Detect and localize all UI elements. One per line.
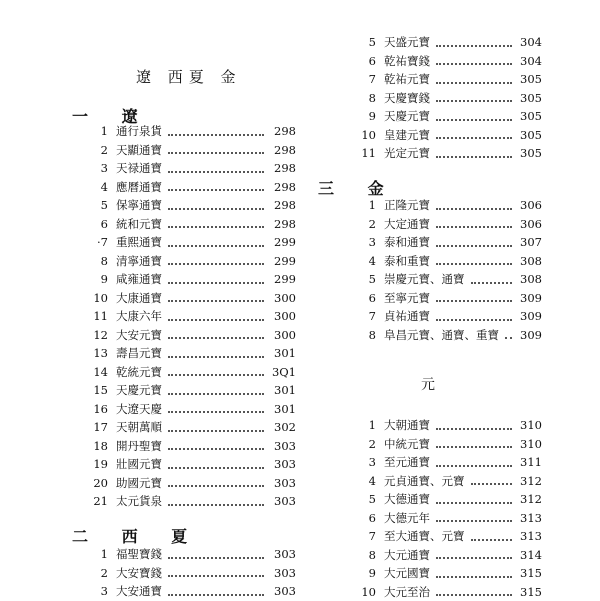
dot-leader [168,410,264,413]
entry-number: 4 [368,473,376,488]
entry-number: 9 [368,566,376,580]
entry-title: 天慶元寶 [384,109,430,123]
entry-title: 天慶寶錢 [384,90,430,105]
section-heading-liao: 一 遼 [72,107,152,126]
entry-page-number: 309 [520,290,542,305]
entry-title: 清寧通寶 [116,253,162,268]
entry-title: 大元至治 [384,584,430,599]
dot-leader [168,262,264,265]
toc-entry [70,437,296,455]
entry-page-number: 315 [520,584,542,599]
entry-title: 應曆通寶 [116,179,162,194]
entry-page-number: 299 [274,272,296,286]
entry-title: 太元貨泉 [116,494,162,508]
dot-leader [436,44,512,47]
toc-entry [338,326,542,344]
toc-entry [338,233,542,251]
entry-page-number: 303 [274,438,296,453]
entry-number: 5 [368,492,376,506]
toc-entry [70,178,296,196]
entry-page-number: 305 [520,146,542,160]
dot-leader [436,81,512,84]
dot-leader [436,575,512,578]
entry-title: 泰和重寶 [384,253,430,268]
entry-number: 4 [100,179,108,194]
entry-title: 福聖寶錢 [116,547,162,561]
toc-entry [70,122,296,140]
entry-number: 2 [368,436,376,451]
entry-title: 天禄通寶 [116,161,162,175]
toc-entry [338,435,542,453]
entry-page-number: 302 [274,420,296,434]
toc-entry [338,527,542,545]
toc-entry [338,196,542,214]
entry-number: 11 [361,146,376,160]
entry-page-number: 310 [520,418,542,432]
toc-entry [338,509,542,527]
entry-title: 大定通寶 [384,216,430,231]
entry-page-number: 301 [274,346,296,360]
toc-entry [338,252,542,270]
dot-leader [168,503,264,506]
entry-title: 天慶元寶 [116,383,162,397]
entry-title: 至元通寶 [384,455,430,469]
dot-leader [168,225,264,228]
entry-page-number: 315 [520,566,542,580]
entry-title: 貞祐通寶 [384,309,430,323]
toc-entry [70,289,296,307]
section-heading-jin: 三 金 [318,179,398,198]
entry-page-number: 301 [274,401,296,416]
entry-number: 11 [93,309,108,323]
dot-leader [168,151,264,154]
toc-entry [70,252,296,270]
dot-leader [168,574,264,577]
entry-number: 6 [368,510,376,525]
entry-page-number: 301 [274,383,296,397]
page-title: 遼 西夏 金 [136,68,242,86]
entry-title: 統和元寶 [116,216,162,231]
entry-title: 咸雍通寶 [116,272,162,286]
entry-number: 6 [368,290,376,305]
toc-entry [70,582,296,600]
entry-number: 8 [368,327,376,342]
entry-page-number: 310 [520,436,542,451]
entry-number: 1 [100,124,108,138]
dot-leader [168,429,264,432]
entry-title: 至大通寶、元寶 [384,529,465,543]
entry-page-number: 298 [274,124,296,138]
dot-leader [436,262,512,265]
entry-number: 5 [100,198,108,212]
entry-page-number: 306 [520,198,542,212]
dot-leader [436,299,512,302]
entry-title: 保寧通寶 [116,198,162,212]
entry-page-number: 298 [274,161,296,175]
entry-title: 乾祐寶錢 [384,53,430,68]
entry-page-number: 298 [274,179,296,194]
dot-leader [168,556,264,559]
toc-entry [338,289,542,307]
toc-entry [338,546,542,564]
entry-page-number: 300 [274,327,296,342]
entry-page-number: 306 [520,216,542,231]
entry-number: 12 [93,327,108,342]
entry-number: 18 [93,438,108,453]
entry-number: 8 [100,253,108,268]
dot-leader [436,136,512,139]
entry-page-number: 3Q1 [271,364,296,379]
toc-entry [338,472,542,490]
entry-number: 3 [368,455,376,469]
entry-title: 壽昌元寶 [116,346,162,360]
dot-leader [168,188,264,191]
dot-leader [471,482,513,485]
toc-entry [338,583,542,601]
entry-page-number: 311 [520,455,542,469]
entry-title: 泰和通寶 [384,235,430,249]
entry-title: 大安寶錢 [116,565,162,580]
entry-title: 皇建元寶 [384,127,430,142]
entry-number: 5 [368,35,376,49]
dot-leader [168,336,264,339]
entry-title: 乾祐元寶 [384,72,430,86]
toc-entry [70,159,296,177]
toc-entry [70,455,296,473]
toc-entry [338,144,542,162]
entry-number: 13 [93,346,108,360]
section-heading-yuan: 元 [421,377,435,393]
entry-page-number: 303 [274,475,296,490]
entry-page-number: 312 [520,473,542,488]
dot-leader [168,392,264,395]
entry-page-number: 305 [520,109,542,123]
dot-leader [436,464,512,467]
entry-page-number: 307 [520,235,542,249]
entry-number: 9 [368,109,376,123]
dot-leader [168,281,264,284]
dot-leader [168,373,264,376]
entry-title: 阜昌元寶、通寶、重寶 [384,327,499,342]
dot-leader [168,133,264,136]
dot-leader [168,299,264,302]
entry-title: 大德元年 [384,510,430,525]
dot-leader [168,484,264,487]
entry-number: 7 [368,529,376,543]
dot-leader [168,207,264,210]
toc-entry [70,474,296,492]
entry-title: 大元國寶 [384,566,430,580]
dot-leader [168,318,264,321]
dot-leader [168,447,264,450]
dot-leader [168,466,264,469]
entry-title: 大康通寶 [116,290,162,305]
entry-page-number: 303 [274,565,296,580]
entry-title: 大遼天慶 [116,401,162,416]
dot-leader [436,318,512,321]
entry-page-number: 298 [274,216,296,231]
entry-number: 14 [93,364,108,379]
entry-number: 6 [368,53,376,68]
entry-page-number: 308 [520,253,542,268]
dot-leader [168,170,264,173]
entry-number: 10 [361,127,376,142]
dot-leader [436,593,512,596]
entry-page-number: 303 [274,584,296,598]
entry-title: 大元通寶 [384,547,430,562]
entry-title: 正隆元寶 [384,198,430,212]
entry-page-number: 303 [274,547,296,561]
entry-title: 天朝萬順 [116,420,162,434]
dot-leader [436,225,512,228]
entry-number: 16 [93,401,108,416]
entry-title: 崇慶元寶、通寶 [384,272,465,286]
entry-page-number: 313 [520,510,542,525]
toc-entry [338,33,542,51]
toc-entry [70,307,296,325]
entry-title: 大安元寶 [116,327,162,342]
entry-page-number: 299 [274,235,296,249]
toc-entry [338,215,542,233]
entry-title: 中統元寶 [384,436,430,451]
dot-leader [471,538,513,541]
dot-leader [436,244,512,247]
entry-number: 2 [100,142,108,157]
entry-title: 天顯通寶 [116,142,162,157]
toc-entry [70,564,296,582]
entry-page-number: 298 [274,198,296,212]
entry-title: 光定元寶 [384,146,430,160]
dot-leader [168,593,264,596]
entry-number: 1 [368,198,376,212]
entry-page-number: 312 [520,492,542,506]
toc-entry [70,141,296,159]
entry-page-number: 300 [274,309,296,323]
entry-title: 元貞通寶、元寶 [384,473,465,488]
toc-entry [70,381,296,399]
toc-entry [70,545,296,563]
toc-entry [70,363,296,381]
entry-title: 大朝通寶 [384,418,430,432]
toc-entry [70,215,296,233]
dot-leader [471,281,513,284]
entry-title: 壯國元寶 [116,457,162,471]
toc-entry [70,492,296,510]
entry-page-number: 305 [520,127,542,142]
entry-number: 17 [93,420,108,434]
entry-number: 6 [100,216,108,231]
dot-leader [436,155,512,158]
toc-entry [338,270,542,288]
toc-entry [338,89,542,107]
toc-entry [70,233,296,251]
entry-title: 大安通寶 [116,584,162,598]
entry-title: 大康六年 [116,309,162,323]
toc-entry [338,307,542,325]
toc-entry [338,490,542,508]
entry-number: 21 [93,494,108,508]
entry-page-number: 305 [520,72,542,86]
entry-title: 通行泉貨 [116,124,162,138]
entry-page-number: 313 [520,529,542,543]
entry-number: 20 [93,475,108,490]
entry-number: 7 [368,309,376,323]
entry-number: ·7 [97,235,108,249]
dot-leader [436,445,512,448]
entry-number: 2 [100,565,108,580]
entry-title: 乾統元寶 [116,364,162,379]
entry-number: 7 [368,72,376,86]
entry-page-number: 298 [274,142,296,157]
entry-page-number: 309 [520,309,542,323]
toc-entry [338,416,542,434]
toc-entry [338,564,542,582]
entry-title: 大德通寶 [384,492,430,506]
entry-number: 1 [100,547,108,561]
toc-entry [70,196,296,214]
entry-number: 8 [368,90,376,105]
dot-leader [168,355,264,358]
entry-number: 3 [100,584,108,598]
entry-number: 5 [368,272,376,286]
entry-page-number: 300 [274,290,296,305]
entry-title: 至寧元寶 [384,290,430,305]
entry-number: 15 [93,383,108,397]
dot-leader [436,501,512,504]
toc-entry [338,107,542,125]
entry-number: 1 [368,418,376,432]
section-heading-xixia: 二 西 夏 [72,527,202,546]
entry-number: 10 [93,290,108,305]
dot-leader [436,118,512,121]
dot-leader [436,99,512,102]
entry-title: 天盛元寶 [384,35,430,49]
dot-leader [436,427,512,430]
entry-page-number: 308 [520,272,542,286]
dot-leader [436,556,512,559]
entry-number: 8 [368,547,376,562]
entry-number: 19 [93,457,108,471]
toc-entry [338,126,542,144]
entry-number: 9 [100,272,108,286]
dot-leader [436,62,512,65]
toc-entry [70,270,296,288]
entry-number: 4 [368,253,376,268]
entry-title: 重熙通寶 [116,235,162,249]
entry-title: 助國元寶 [116,475,162,490]
entry-page-number: 303 [274,494,296,508]
dot-leader [436,207,512,210]
entry-number: 3 [100,161,108,175]
toc-entry [338,70,542,88]
entry-number: 3 [368,235,376,249]
entry-page-number: 299 [274,253,296,268]
toc-entry [70,418,296,436]
entry-page-number: 304 [520,35,542,49]
toc-entry [70,326,296,344]
entry-page-number: 314 [520,547,542,562]
dot-leader [436,519,512,522]
toc-entry [70,400,296,418]
dot-leader [168,244,264,247]
toc-entry [338,453,542,471]
entry-title: 開丹聖寶 [116,438,162,453]
entry-number: 10 [361,584,376,599]
entry-number: 2 [368,216,376,231]
entry-page-number: 305 [520,90,542,105]
entry-page-number: 303 [274,457,296,471]
toc-entry [70,344,296,362]
toc-entry [338,52,542,70]
entry-page-number: 309 [520,327,542,342]
dot-leader [505,336,512,339]
entry-page-number: 304 [520,53,542,68]
